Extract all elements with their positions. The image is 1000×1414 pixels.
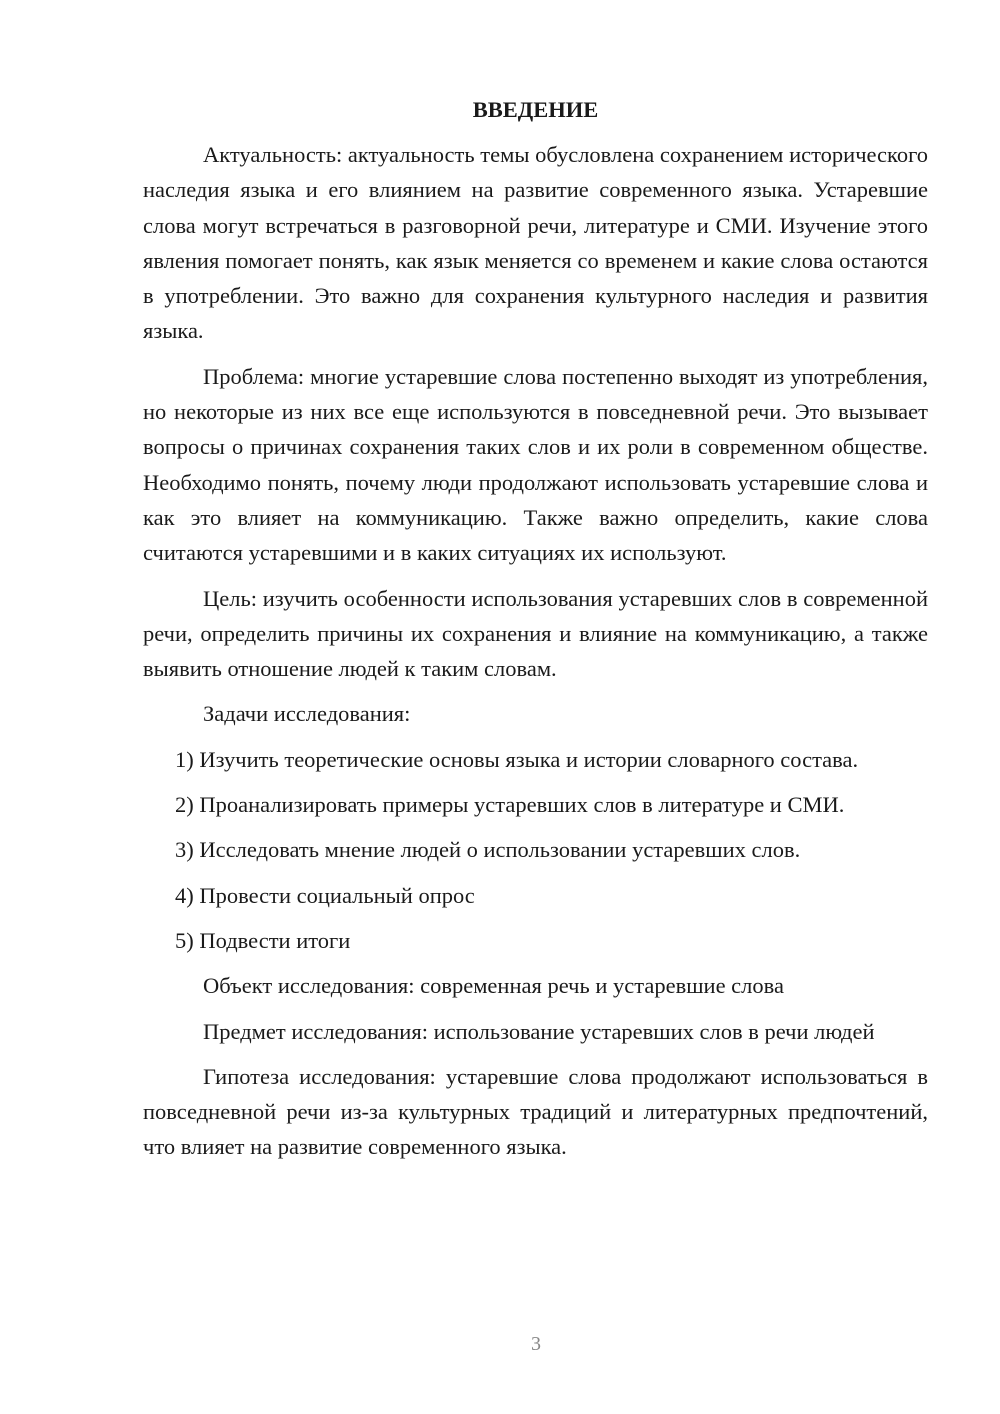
task-item-4: 4) Провести социальный опрос <box>175 882 475 908</box>
task-item-2: 2) Проанализировать примеры устаревших слов в литературе и СМИ. <box>175 792 845 818</box>
tasks-title: Задачи исследования: <box>203 701 411 727</box>
page-content <box>143 95 928 1175</box>
section-heading: ВВЕДЕНИЕ <box>472 97 599 122</box>
task-item-3: 3) Исследовать мнение людей о использовании устаревших слов. <box>175 837 801 863</box>
goal-paragraph: Цель: изучить особенности использования устаревших слов в современной речи, определить причины их сохранения и влияние на коммуникацию, а также выявить отношение людей к таким словам. <box>143 585 928 682</box>
hypothesis-paragraph: Гипотеза исследования: устаревшие слова продолжают использоваться в повседневной речи из-за культурных традиций и литературных предпочтений, что влияет на развитие современного языка. <box>143 1063 928 1160</box>
relevance-paragraph: Актуальность: актуальность темы обусловлена сохранением исторического наследия языка и его влиянием на развитие современного языка. Устаревшие слова могут встречаться в разговорной речи, литературе и СМИ. Изучение этого явления помогает понять, как язык меняется со временем и какие слова остаются в употреблении. Это важно для сохранения культурного наследия и развития языка. <box>143 142 928 344</box>
page-number: 3 <box>531 1333 541 1355</box>
object-paragraph: Объект исследования: современная речь и устаревшие слова <box>203 973 784 999</box>
task-item-5: 5) Подвести итоги <box>175 927 351 953</box>
subject-paragraph: Предмет исследования: использование устаревших слов в речи людей <box>203 1018 875 1044</box>
task-item-1: 1) Изучить теоретические основы языка и истории словарного состава. <box>175 746 859 772</box>
problem-paragraph: Проблема: многие устаревшие слова постепенно выходят из употребления, но некоторые из них все еще используются в повседневной речи. Это вызывает вопросы о причинах сохранения таких слов и их роли в современном обществе. Необходимо понять, почему люди продолжают использовать устаревшие слова и как это влияет на коммуникацию. Также важно определить, какие слова считаются устаревшими и в каких ситуациях их используют. <box>143 363 928 566</box>
